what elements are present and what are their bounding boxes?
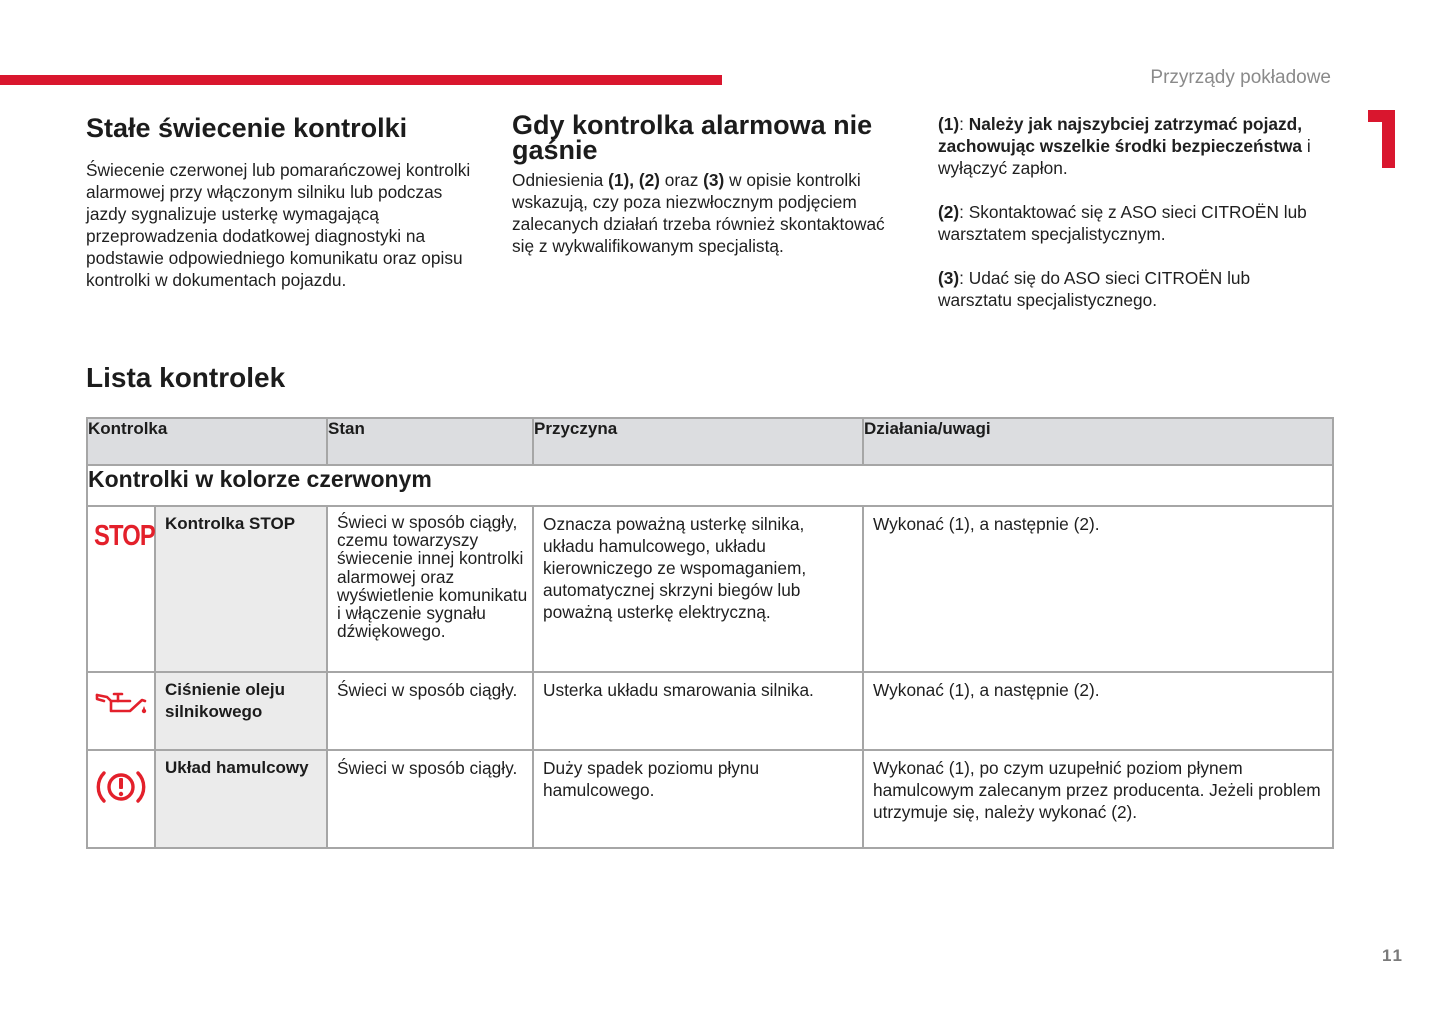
table-row <box>87 506 1333 672</box>
lamp-cause: Duży spadek poziomu płynu hamulcowego. <box>533 750 863 848</box>
column-header-state: Stan <box>327 418 533 465</box>
column-header-cause: Przyczyna <box>533 418 863 465</box>
ref-1: (1), <box>608 170 639 190</box>
section-constant-light <box>86 113 486 291</box>
lamp-state: Świeci w sposób ciągły, czemu towarzyszy świecenie innej kontrolki alarmowej oraz wyświetlenie komunikatu i włączenie sygnału dźwiękowego. <box>327 506 533 672</box>
chapter-number-glyph <box>1368 110 1395 168</box>
oil-pressure-icon <box>94 689 148 717</box>
lamp-cause: Usterka układu smarowania silnika. <box>533 672 863 750</box>
table-header-row <box>87 418 1333 465</box>
lamp-name: Ciśnienie oleju silnikowego <box>155 672 327 750</box>
group-row-red <box>87 465 1333 506</box>
reference-notes <box>938 113 1328 333</box>
brake-system-icon <box>96 767 146 807</box>
note-1: (1): Należy jak najszybciej zatrzymać pojazd, zachowując wszelkie środki bezpieczeństwa i wyłączyć zapłon. <box>938 114 1311 178</box>
lamp-state: Świeci w sposób ciągły. <box>327 750 533 848</box>
column-header-lamp: Kontrolka <box>87 418 327 465</box>
warning-lamps-table <box>86 417 1334 849</box>
lamp-action: Wykonać (1), a następnie (2). <box>863 506 1333 672</box>
lamp-action: Wykonać (1), po czym uzupełnić poziom płynem hamulcowym zalecanym przez producenta. Jeżeli problem utrzymuje się, należy wykonać (2). <box>863 750 1333 848</box>
group-title: Kontrolki w kolorze czerwonym <box>87 465 1333 506</box>
table-row <box>87 672 1333 750</box>
list-title: Lista kontrolek <box>86 362 286 393</box>
ref-2: (2) <box>638 170 660 190</box>
ref-3: (3) <box>703 170 725 190</box>
lamp-state: Świeci w sposób ciągły. <box>327 672 533 750</box>
page-number: 11 <box>1382 946 1404 965</box>
section-title: Stałe świecenie kontrolki <box>86 113 408 143</box>
lamp-name: Kontrolka STOP <box>155 506 327 672</box>
lamp-action: Wykonać (1), a następnie (2). <box>863 672 1333 750</box>
note-3: (3): Udać się do ASO sieci CITROËN lub warsztatu specjalistycznego. <box>938 268 1251 310</box>
lamp-cause: Oznacza poważną usterkę silnika, układu hamulcowego, układu kierowniczego ze wspomaganiem, automatycznej skrzyni biegów lub poważną usterkę elektryczną. <box>533 506 863 672</box>
section-body: Świecenie czerwonej lub pomarańczowej kontrolki alarmowej przy włączonym silniku lub podczas jazdy sygnalizuje usterkę wymagającą przeprowadzenia dodatkowej diagnostyki na podstawie odpowiedniego komunikatu oraz opisu kontrolki w dokumentach pojazdu. <box>86 160 471 290</box>
chapter-name: Przyrządy pokładowe <box>1150 67 1331 88</box>
table-row <box>87 750 1333 848</box>
column-header-action: Działania/uwagi <box>863 418 1333 465</box>
stop-warning-icon: STOP <box>93 520 155 552</box>
note-2: (2): Skontaktować się z ASO sieci CITROËN lub warsztatem specjalistycznym. <box>938 202 1307 244</box>
chapter-accent-bar <box>0 75 722 85</box>
section-body: Odniesienia (1), (2) oraz (3) w opisie kontrolki wskazują, czy poza niezwłocznym podjęciem zalecanych działań trzeba również skontaktować się z wykwalifikowanym specjalistą. <box>512 170 885 256</box>
lamp-name: Układ hamulcowy <box>155 750 327 848</box>
section-light-not-off <box>512 110 902 257</box>
section-title: Gdy kontrolka alarmowa nie gaśnie <box>512 110 873 165</box>
